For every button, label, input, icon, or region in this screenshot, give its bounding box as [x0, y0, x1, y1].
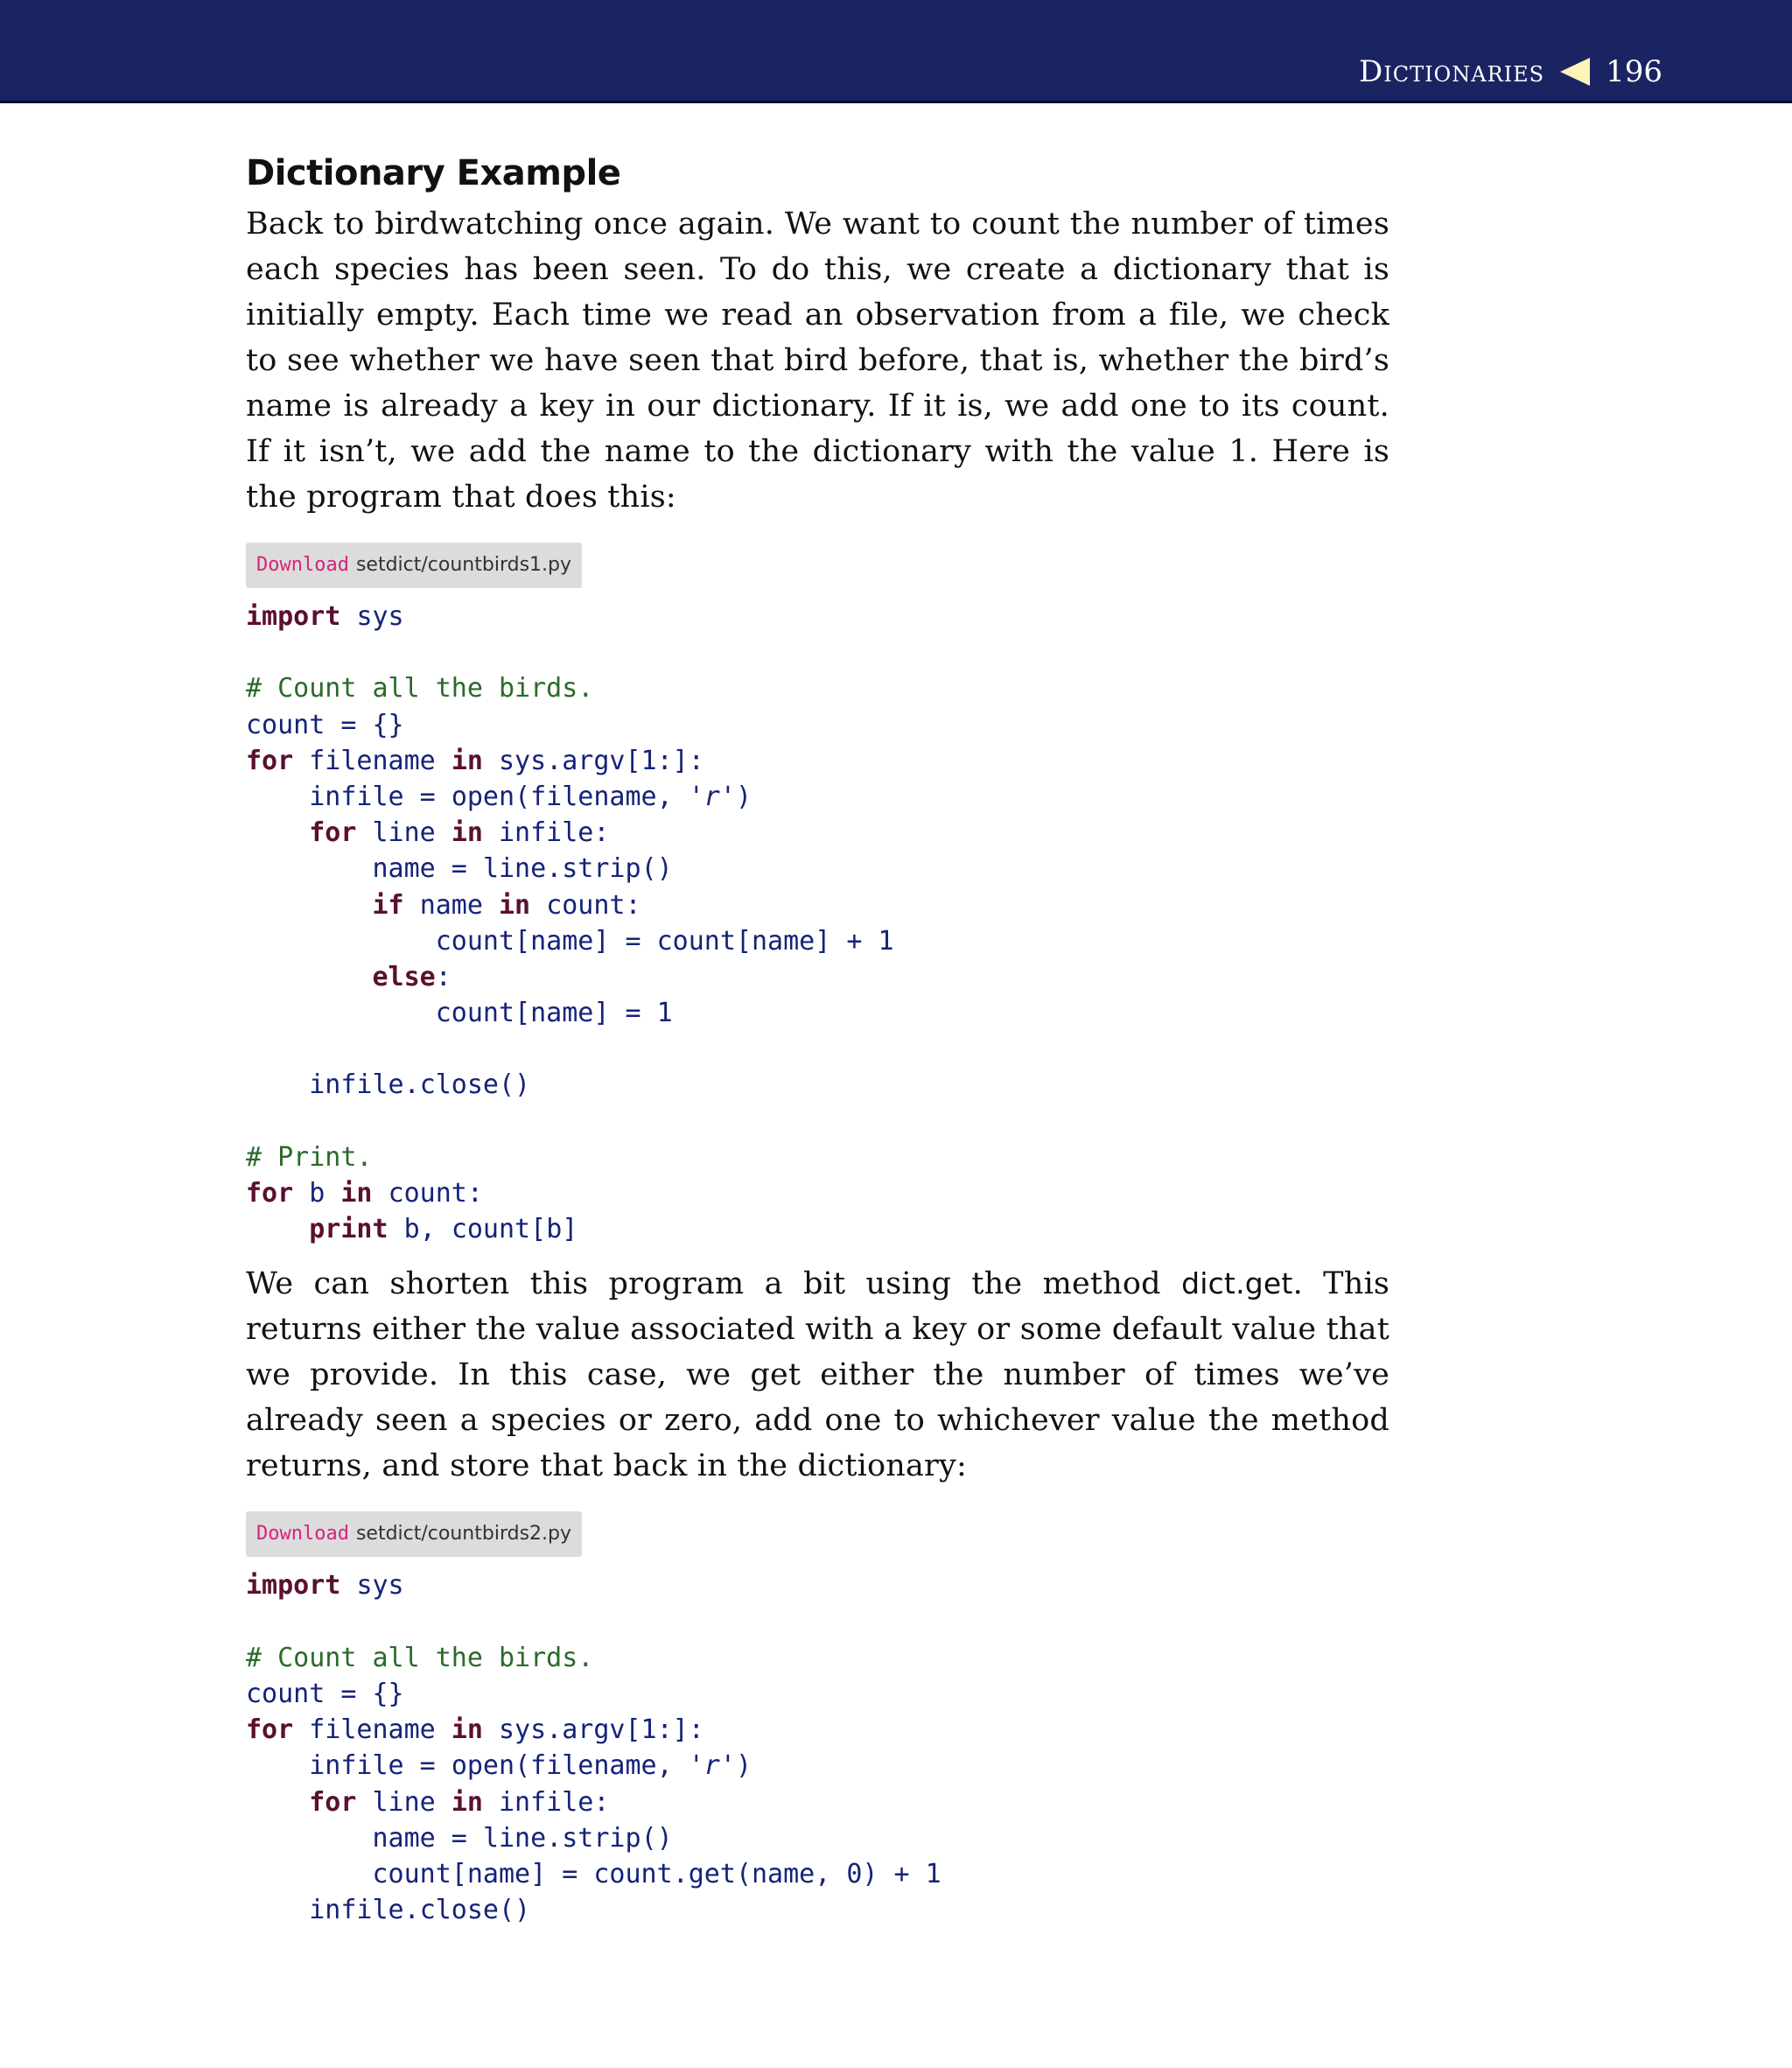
- code-block-countbirds2: [246, 1567, 1390, 1928]
- code-line: [246, 1031, 1390, 1067]
- code-line: name = line.strip(): [372, 1822, 673, 1854]
- download-file-path[interactable]: setdict/countbirds2.py: [355, 1523, 572, 1546]
- code-line: # Count all the birds.: [246, 1642, 594, 1673]
- code-line: [246, 1104, 1390, 1139]
- running-head: [1359, 54, 1662, 89]
- paragraph-text: We can shorten this program a bit using the method: [246, 1266, 1182, 1302]
- code-line: count[name] = 1: [435, 998, 673, 1029]
- previous-page-arrow-icon[interactable]: [1560, 58, 1590, 86]
- code-line: print b, count[b]: [309, 1214, 578, 1245]
- download-label[interactable]: Download: [256, 554, 349, 576]
- page-number: 196: [1606, 54, 1662, 89]
- code-line: count = {}: [246, 709, 404, 740]
- inline-code-dict-get: dict.get: [1181, 1266, 1293, 1301]
- page-header: [0, 0, 1792, 103]
- download-label[interactable]: Download: [256, 1523, 349, 1546]
- paragraph-text: . This returns either the value associated with a key or some default value that we provide. In this case, we get either the number of times we’ve already seen a species or zero, add one to whichever value the method returns, and store that back in the dictionary:: [246, 1266, 1390, 1484]
- code-line: count = {}: [246, 1678, 404, 1709]
- download-file-path[interactable]: setdict/countbirds1.py: [355, 554, 572, 576]
- code-line: infile.close(): [309, 1895, 531, 1926]
- code-line: for filename in sys.argv[1:]:: [246, 1714, 704, 1746]
- code-line: if name in count:: [372, 889, 641, 921]
- code-line: for line in infile:: [309, 1786, 610, 1818]
- code-line: [246, 1604, 1390, 1640]
- code-block-countbirds1: [246, 599, 1390, 1247]
- download-bar-1[interactable]: [246, 543, 582, 588]
- code-line: # Count all the birds.: [246, 673, 594, 705]
- code-line: [246, 634, 1390, 670]
- code-line: infile = open(filename, 'r'): [309, 781, 752, 812]
- code-line: for b in count:: [246, 1178, 483, 1209]
- code-line: for line in infile:: [309, 817, 610, 849]
- code-line: infile.close(): [309, 1069, 531, 1101]
- code-line: name = line.strip(): [372, 853, 673, 885]
- code-line: import sys: [246, 601, 404, 632]
- download-bar-2[interactable]: [246, 1511, 582, 1557]
- code-line: else:: [372, 961, 452, 992]
- paragraph-intro: Back to birdwatching once again. We want to count the number of times each species has been seen. To do this, we create a dictionary that is initially empty. Each time we read an observation from a file, we check to see whether we have seen that bird before, that is, whether the bird’s name is already a key in our dictionary. If it is, we add one to its count. If it isn’t, we add the name to the dictionary with the value 1. Here is the program that does this:: [246, 207, 1390, 515]
- code-line: for filename in sys.argv[1:]:: [246, 745, 704, 776]
- code-line: # Print.: [246, 1141, 373, 1173]
- paragraph-dict-get: [246, 1261, 1390, 1489]
- code-line: count[name] = count[name] + 1: [435, 925, 894, 957]
- chapter-title: Dictionaries: [1358, 54, 1545, 89]
- code-line: infile = open(filename, 'r'): [309, 1750, 752, 1782]
- code-line: import sys: [246, 1570, 404, 1602]
- code-line: count[name] = count.get(name, 0) + 1: [372, 1858, 942, 1889]
- page-content: [246, 149, 1390, 1928]
- section-title: Dictionary Example: [246, 153, 621, 193]
